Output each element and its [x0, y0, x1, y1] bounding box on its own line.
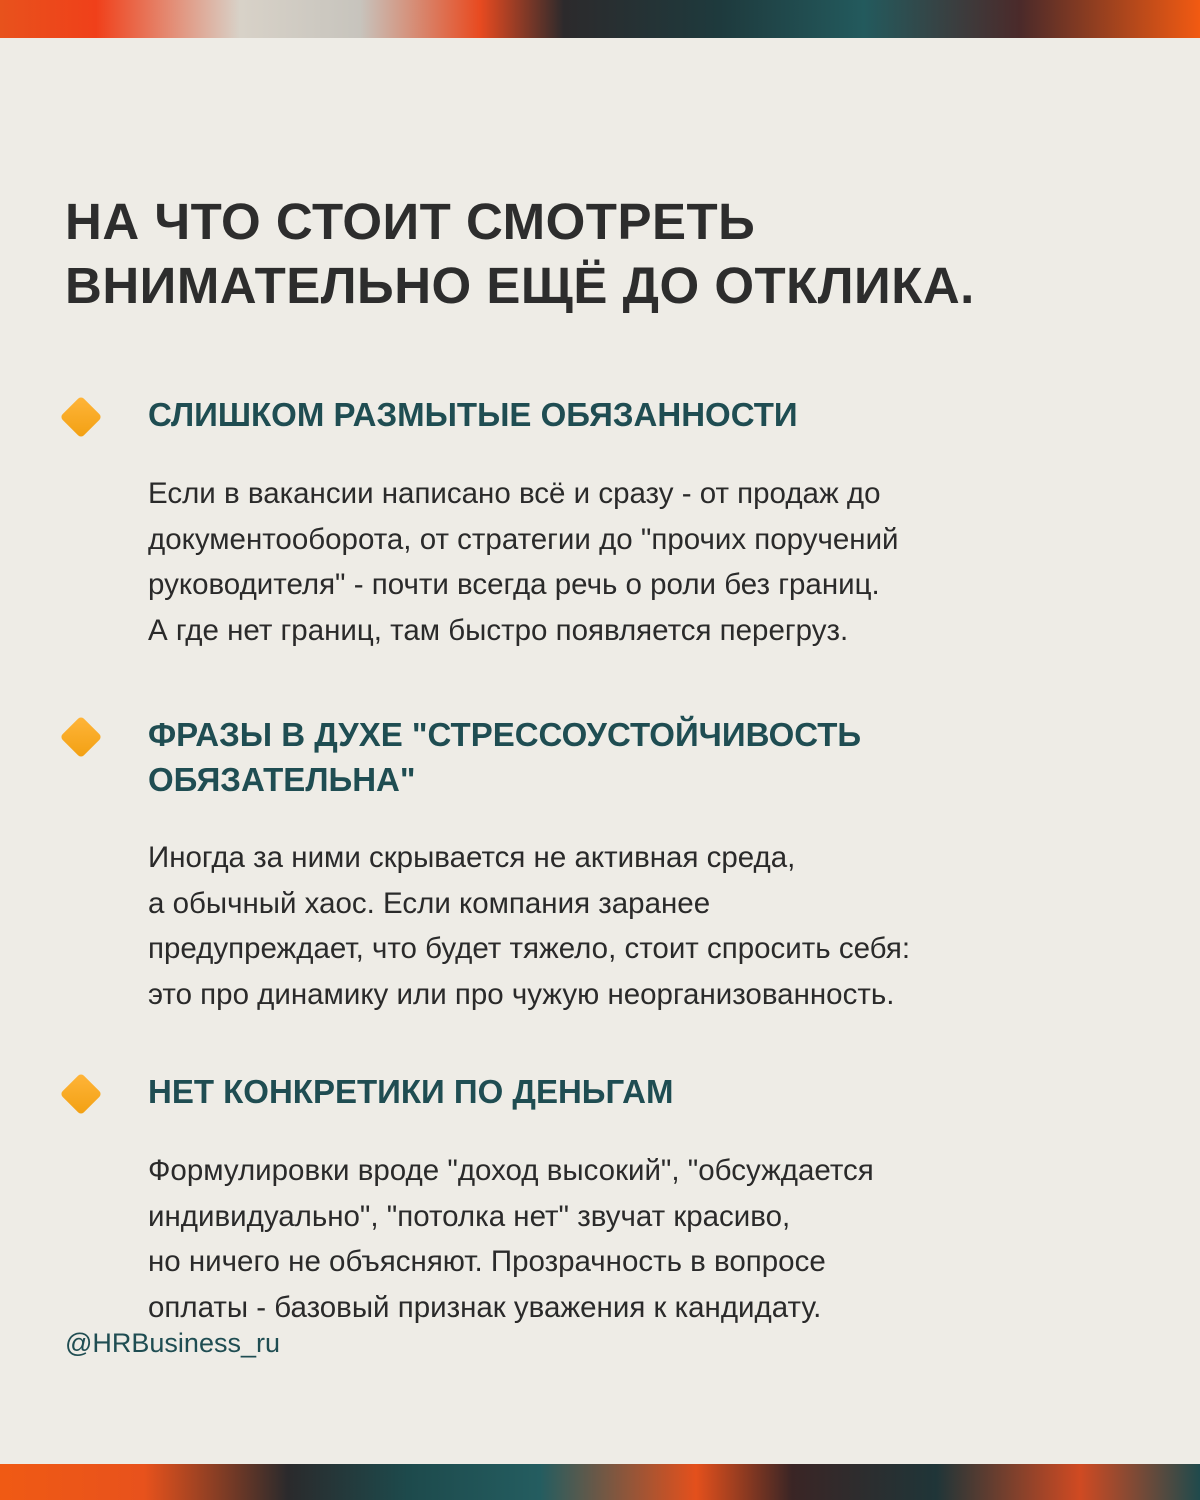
section-body — [148, 835, 1158, 1017]
page-title-line-2: ВНИМАТЕЛЬНО ЕЩЁ ДО ОТКЛИКА. — [65, 257, 975, 314]
orange-diamond-icon — [60, 716, 102, 758]
section-body-line: Формулировки вроде "доход высокий", "обсуждается — [148, 1154, 874, 1187]
section-body-line: индивидуально", "потолка нет" звучат красиво, — [148, 1199, 791, 1233]
orange-diamond-icon — [60, 1073, 102, 1115]
section-body-line: но ничего не объясняют. Прозрачность в вопросе — [148, 1245, 826, 1278]
top-decorative-stripe — [0, 0, 1200, 38]
account-handle: @HRBusiness_ru — [65, 1328, 280, 1358]
section-body-line: А где нет границ, там быстро появляется перегруз. — [148, 613, 849, 647]
section-body-line: Иногда за ними скрывается не активная среда, — [148, 841, 796, 874]
section-body-line: руководителя" - почти всегда речь о роли без границ. — [148, 568, 880, 601]
page-title — [65, 190, 1145, 318]
section-heading-line: СЛИШКОМ РАЗМЫТЫЕ ОБЯЗАННОСТИ — [148, 396, 798, 433]
section-body-line: это про динамику или про чужую неорганизованность. — [148, 977, 895, 1011]
orange-diamond-icon — [60, 396, 102, 438]
section-heading — [148, 1069, 1148, 1114]
section-heading-line: ФРАЗЫ В ДУХЕ "СТРЕССОУСТОЙЧИВОСТЬ — [148, 716, 862, 753]
section-body — [148, 471, 1158, 653]
section-body-line: Если в вакансии написано всё и сразу - от продаж до — [148, 477, 881, 510]
bottom-decorative-stripe — [0, 1464, 1200, 1500]
section-body-line: а обычный хаос. Если компания заранее — [148, 886, 711, 920]
section-body-line: документооборота, от стратегии до "прочих поручений — [148, 522, 899, 556]
section-heading — [148, 712, 1148, 802]
section-body — [148, 1148, 1158, 1330]
section-body-line: оплаты - базовый признак уважения к кандидату. — [148, 1290, 822, 1324]
section-heading-line: ОБЯЗАТЕЛЬНА" — [148, 761, 416, 798]
page-title-line-1: НА ЧТО СТОИТ СМОТРЕТЬ — [65, 193, 756, 250]
section-heading-line: НЕТ КОНКРЕТИКИ ПО ДЕНЬГАМ — [148, 1073, 674, 1110]
section-body-line: предупреждает, что будет тяжело, стоит спросить себя: — [148, 932, 911, 965]
section-heading — [148, 392, 1148, 437]
